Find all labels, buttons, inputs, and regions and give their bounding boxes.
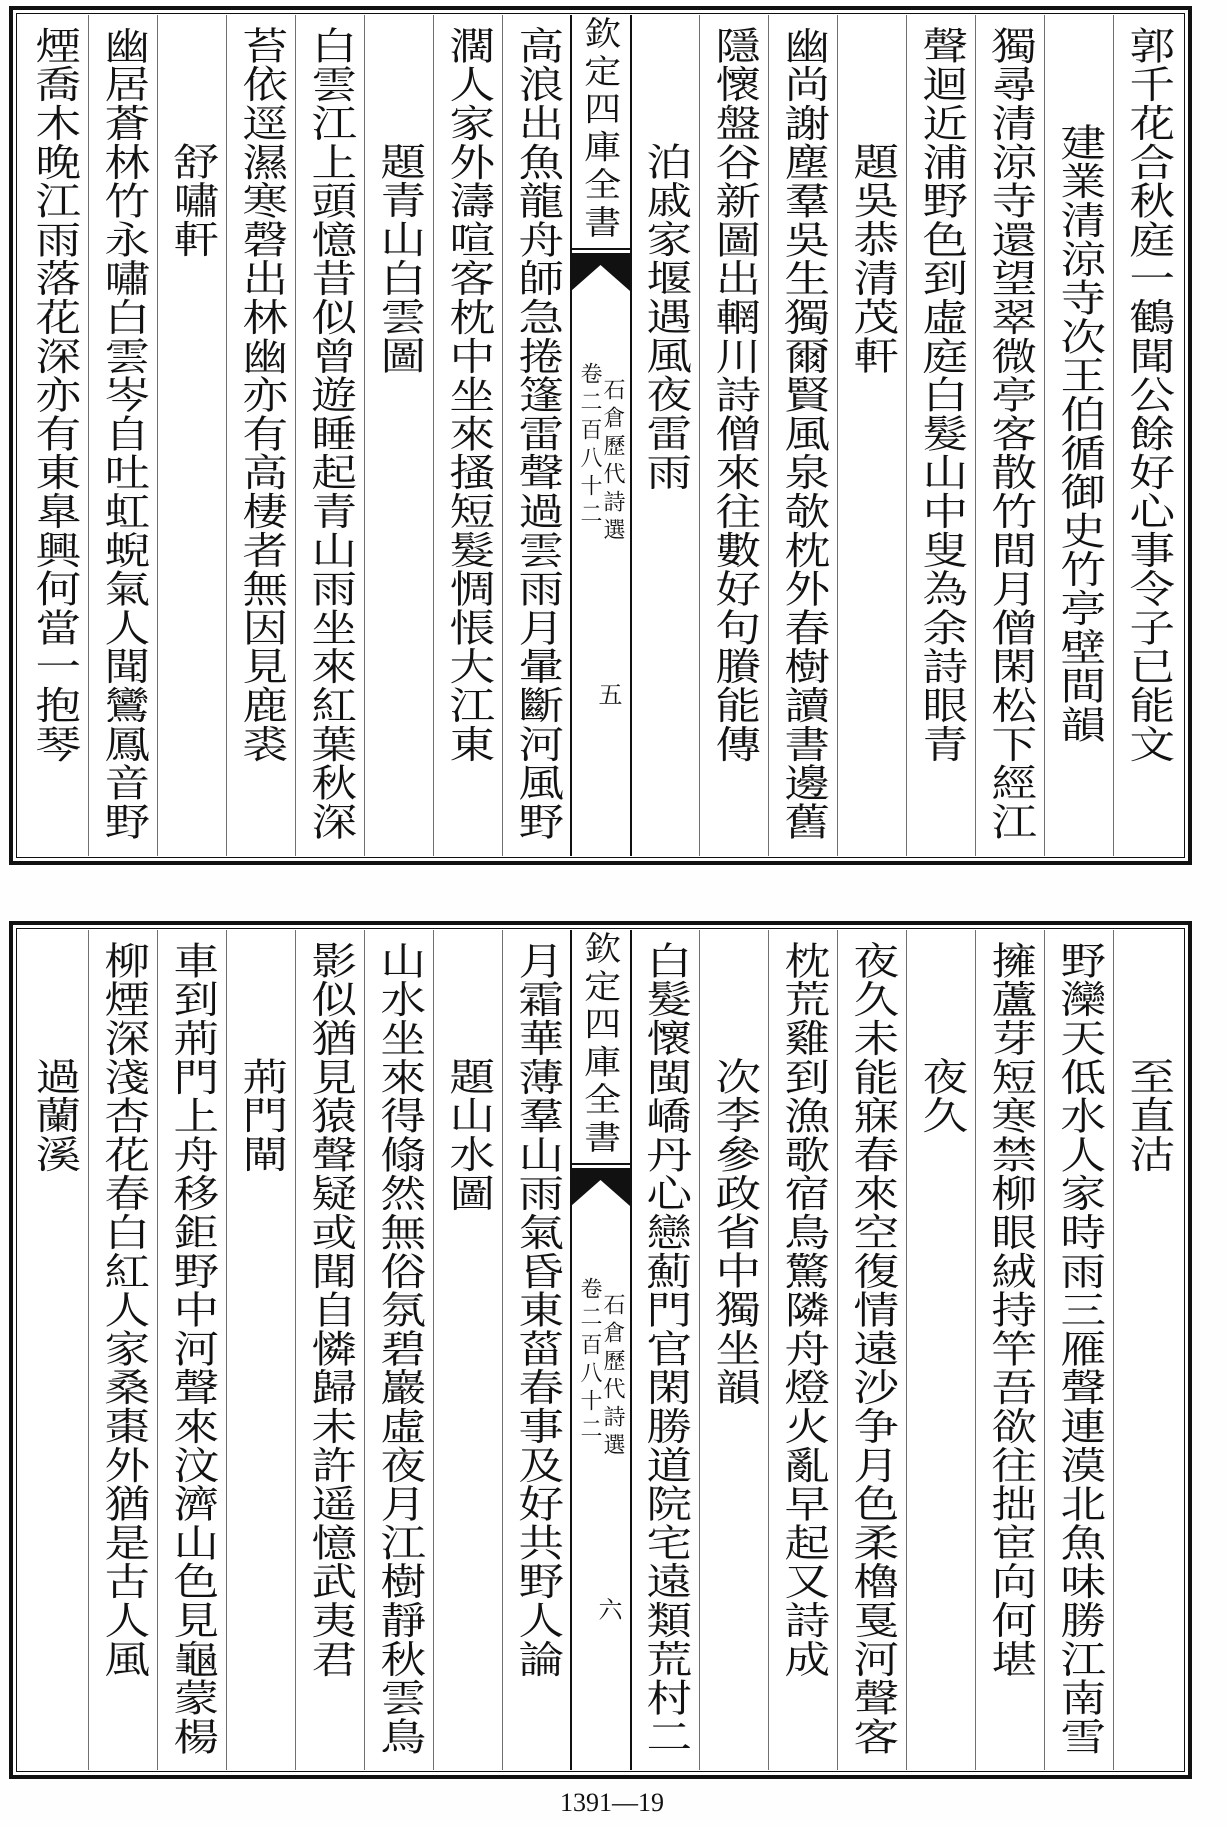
volume-number: 卷二百八十二 [577, 1277, 602, 1445]
verse-column: 柳煙深淺杏花春白紅人家桑棗外猶是古人風 [96, 941, 150, 1679]
poem-title-column: 夜久 [914, 1057, 968, 1135]
verse-column: 擁蘆芽短寒禁柳眼絨持竿吾欲往拙宦向何堪 [983, 941, 1037, 1679]
verse-column: 苔依逕濕寒磬出林幽亦有高棲者無因見鹿裘 [234, 26, 288, 764]
verse-column: 獨尋清涼寺還望翠微亭客散竹間月僧閑松下經江 [983, 26, 1037, 841]
series-title: 欽定四庫全書 [578, 16, 623, 243]
page-number: 1391—19 [560, 1788, 664, 1817]
leaf-number: 六 [594, 1597, 622, 1621]
upper-leaf [9, 6, 1192, 865]
poem-title-column: 建業清涼寺次王伯循御史竹亭壁間韻 [1052, 123, 1106, 744]
poem-title-column: 至直沽 [1121, 1057, 1175, 1174]
verse-column: 聲迴近浦野色到虛庭白髮山中叟為余詩眼青 [914, 26, 968, 764]
volume-number: 卷二百八十二 [577, 362, 602, 530]
banner-rule [571, 248, 630, 250]
verse-column: 濶人家外濤喧客枕中坐來搔短髮惆悵大江東 [441, 26, 495, 764]
poem-title-column: 題吳恭清茂軒 [845, 142, 899, 375]
verse-column: 山水坐來得翛然無俗氛碧巖虛夜月江樹靜秋雲鳥 [372, 941, 426, 1756]
center-banner [571, 925, 630, 1775]
verse-column: 白髮懷閩嶠丹心戀薊門官閑勝道院宅遠類荒村二 [638, 941, 692, 1756]
verse-column: 郭千花合秋庭一鶴聞公餘好心事令子已能文 [1121, 26, 1175, 764]
verse-column: 隱懷盤谷新圖出輞川詩僧來往數好句賸能傳 [707, 26, 761, 764]
verse-column: 高浪出魚龍舟師急捲篷雷聲過雲雨月暈斷河風野 [510, 26, 564, 841]
book-title: 石倉歷代詩選 [600, 378, 625, 546]
verse-column: 夜久未能寐春來空復情遠沙争月色柔櫓戛河聲客 [845, 941, 899, 1756]
book-title: 石倉歷代詩選 [600, 1293, 625, 1461]
center-banner [571, 10, 630, 861]
poem-title-column: 泊戚家堰遇風夜雷雨 [638, 142, 692, 492]
lower-leaf [9, 921, 1192, 1779]
verse-column: 影似猶見猿聲疑或聞自憐歸未許遥憶武夷君 [303, 941, 357, 1679]
verse-column: 煙喬木晚江雨落花深亦有東臯興何當一抱琴 [27, 26, 81, 764]
poem-title-column: 題青山白雲圖 [372, 142, 426, 375]
leaf-number: 五 [594, 682, 622, 706]
verse-column: 幽居蒼林竹永嘯白雲岑自吐虹蜺氣人聞鸞鳳音野 [96, 26, 150, 841]
verse-column: 枕荒雞到漁歌宿鳥驚隣舟燈火亂早起又詩成 [776, 941, 830, 1679]
poem-title-column: 舒嘯軒 [165, 142, 219, 259]
series-title: 欽定四庫全書 [578, 931, 623, 1158]
fish-tail-ornament-icon [571, 253, 630, 291]
poem-title-column: 題山水圖 [441, 1057, 495, 1213]
verse-column: 幽尚謝塵羣吳生獨爾賢風泉欹枕外春樹讀書邊舊 [776, 26, 830, 841]
poem-title-column: 次李參政省中獨坐韻 [707, 1057, 761, 1407]
banner-rule [571, 1163, 630, 1165]
poem-title-column: 荊門閘 [234, 1057, 288, 1174]
verse-column: 車到荊門上舟移鉅野中河聲來汶濟山色見龜蒙楊 [165, 941, 219, 1756]
verse-column: 野灤天低水人家時雨三雁聲連漠北魚味勝江南雪 [1052, 941, 1106, 1756]
verse-column: 白雲江上頭憶昔似曾遊睡起青山雨坐來紅葉秋深 [303, 26, 357, 841]
fish-tail-ornament-icon [571, 1168, 630, 1206]
verse-column: 月霜華薄羣山雨氣昏東菑春事及好共野人論 [510, 941, 564, 1679]
poem-title-column: 過蘭溪 [27, 1057, 81, 1174]
